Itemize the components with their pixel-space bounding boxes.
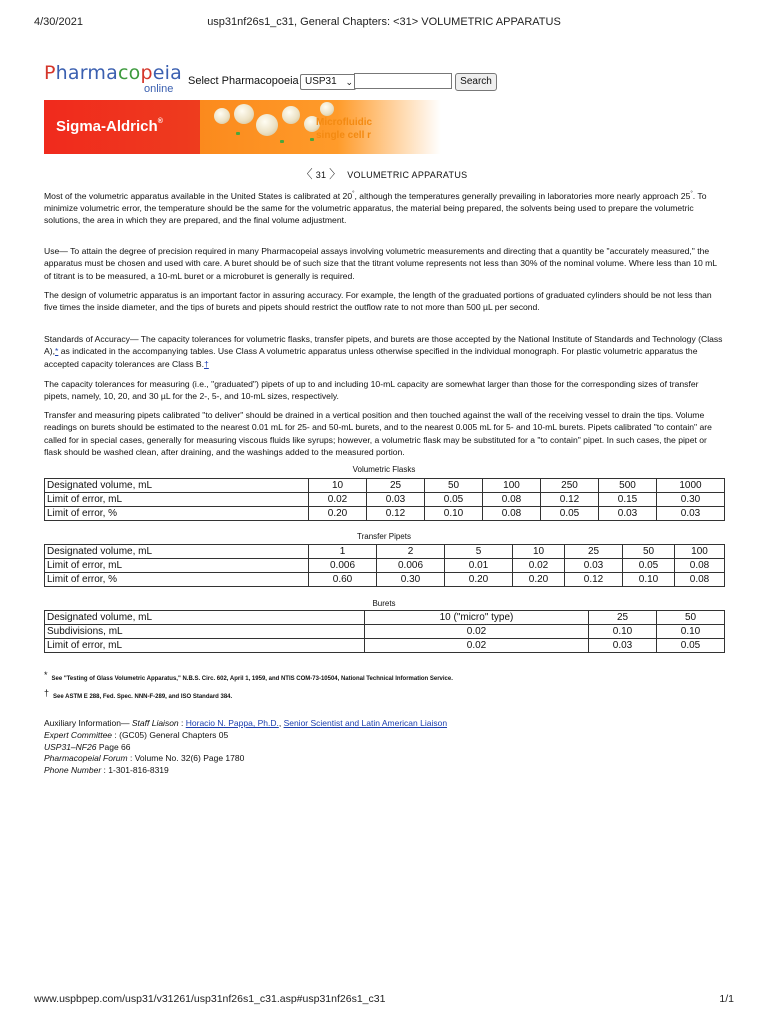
intro-text: , although the temperatures generally prevailing in laboratories more nearly approach 25 bbox=[354, 190, 691, 201]
forum-value: : Volume No. 32(6) Page 1780 bbox=[127, 753, 245, 764]
table-cell: 10 ("micro" type) bbox=[365, 611, 589, 625]
bead-image bbox=[256, 114, 278, 136]
pharmacopoeia-select-value: USP31 bbox=[305, 76, 337, 87]
table-cell: 0.006 bbox=[377, 559, 445, 573]
print-title: usp31nf26s1_c31, General Chapters: <31> VOLUMETRIC APPARATUS bbox=[207, 16, 561, 28]
table-row-label: Limit of error, mL bbox=[45, 639, 365, 653]
aux-sep: : bbox=[178, 718, 186, 728]
table-cell: 2 bbox=[377, 545, 445, 559]
chapter-name: VOLUMETRIC APPARATUS bbox=[347, 170, 468, 180]
footnote-1 bbox=[44, 670, 724, 682]
table-row-label: Limit of error, mL bbox=[45, 559, 309, 573]
logo-online-label: online bbox=[144, 83, 174, 95]
bead-dot bbox=[280, 140, 284, 143]
table-cell: 0.08 bbox=[675, 559, 725, 573]
table-cell: 25 bbox=[367, 479, 425, 493]
banner-brand-logo bbox=[56, 118, 163, 135]
capacity-paragraph: The capacity tolerances for measuring (i.e., "graduated") pipets of up to and including 10-mL capacity are somewhat larger than those for the corresponding sizes of transfer pipets, namely, 10, 20, and 30 µL for the 2-, 5-, and 10-mL sizes, respectively. bbox=[44, 379, 699, 402]
table-cell: 0.30 bbox=[657, 493, 725, 507]
table-row-label: Limit of error, % bbox=[45, 507, 309, 521]
table-cell: 0.20 bbox=[445, 573, 513, 587]
table-cell: 500 bbox=[599, 479, 657, 493]
table-cell: 0.02 bbox=[309, 493, 367, 507]
transfer-pipets-table bbox=[44, 544, 725, 587]
degree-mark: ° bbox=[690, 191, 693, 197]
transfer-paragraph: Transfer and measuring pipets calibrated "to deliver" should be drained in a vertical position and then touched against the wall of the receiving vessel to drain the tips. Volume readings on burets should be estimated to the nearest 0.01 mL for 25- and 50-mL burets, and to the nearest 0.005 mL for 5- and 10-mL burets. Pipets calibrated "to contain" are called for in special cases, generally for measuring viscous fluids like syrups; however, a volumetric flask may be substituted for a "to contain" pipet. In such cases, the pipet or flask should be washed clean, after draining, and the washings added to the measured portion. bbox=[44, 410, 712, 457]
top-bar bbox=[44, 62, 564, 96]
staff-title-link[interactable]: Senior Scientist and Latin American Liaison bbox=[283, 718, 448, 728]
chevron-down-icon: ⌄ bbox=[345, 77, 353, 87]
table-cell: 0.10 bbox=[589, 625, 657, 639]
standards-paragraph bbox=[44, 333, 724, 370]
table-row-label: Limit of error, mL bbox=[45, 493, 309, 507]
banner-headline-line: single cell r bbox=[316, 130, 372, 141]
bead-image bbox=[234, 104, 254, 124]
auxiliary-information bbox=[44, 718, 724, 777]
table-row-label: Limit of error, % bbox=[45, 573, 309, 587]
table-cell: 25 bbox=[565, 545, 623, 559]
aux-staff-line bbox=[44, 718, 724, 730]
table-cell: 0.02 bbox=[513, 559, 565, 573]
table-header-row bbox=[45, 479, 725, 493]
footnote-1-mark: * bbox=[44, 670, 48, 680]
table-cell: 0.03 bbox=[599, 507, 657, 521]
table-cell: 0.08 bbox=[675, 573, 725, 587]
staff-name-link[interactable]: Horacio N. Pappa, Ph.D. bbox=[185, 718, 279, 728]
design-paragraph: The design of volumetric apparatus is an important factor in assuring accuracy. For example, the length of the graduated portions of graduated cylinders should be not less than five times the inside diameter, and the tips of burets and pipets should restrict the outflow rate to not more than 500 µL per second. bbox=[44, 290, 712, 313]
table-cell: 50 bbox=[623, 545, 675, 559]
table-cell: 0.05 bbox=[657, 639, 725, 653]
logo-part: p bbox=[140, 62, 153, 84]
intro-paragraph bbox=[44, 188, 724, 227]
table-cell: 0.12 bbox=[541, 493, 599, 507]
table-row bbox=[45, 493, 725, 507]
table-cell: 0.12 bbox=[367, 507, 425, 521]
table-cell: 0.08 bbox=[483, 507, 541, 521]
table-caption-transfer-pipets: Transfer Pipets bbox=[357, 532, 411, 541]
footnote-2 bbox=[44, 688, 724, 700]
pharmacopoeia-select[interactable] bbox=[300, 74, 356, 90]
intro-text: Most of the volumetric apparatus available in the United States is calibrated at 20 bbox=[44, 190, 353, 201]
table-cell: 50 bbox=[425, 479, 483, 493]
print-date: 4/30/2021 bbox=[34, 16, 83, 28]
table-cell: 0.20 bbox=[513, 573, 565, 587]
table-cell: 0.15 bbox=[599, 493, 657, 507]
logo-part: harma bbox=[55, 62, 118, 84]
table-cell: 0.10 bbox=[425, 507, 483, 521]
table-cell: 0.60 bbox=[309, 573, 377, 587]
table-row bbox=[45, 507, 725, 521]
table-cell: 0.03 bbox=[565, 559, 623, 573]
standards-text: Standards of Accuracy— The capacity tolerances for volumetric flasks, transfer pipets, and burets are those accepted by the National Institute of Standards and Technology (Class A), bbox=[44, 334, 723, 357]
table-row-label: Designated volume, mL bbox=[45, 545, 309, 559]
footnote-ref-1[interactable]: * bbox=[54, 346, 59, 357]
usp-label: USP31–NF26 bbox=[44, 741, 97, 752]
table-caption-volumetric-flasks: Volumetric Flasks bbox=[352, 465, 416, 474]
banner-brand-panel bbox=[44, 100, 200, 154]
table-row-label: Subdivisions, mL bbox=[45, 625, 365, 639]
banner-brand-reg: ® bbox=[157, 118, 163, 125]
footnote-ref-2[interactable]: † bbox=[204, 358, 209, 369]
table-cell: 0.05 bbox=[623, 559, 675, 573]
degree-mark: ° bbox=[352, 191, 355, 197]
table-cell: 0.20 bbox=[309, 507, 367, 521]
table-cell: 0.10 bbox=[623, 573, 675, 587]
table-cell: 0.08 bbox=[483, 493, 541, 507]
table-cell: 25 bbox=[589, 611, 657, 625]
aux-usp-line bbox=[44, 742, 724, 754]
banner-headline-line: Microfluidic bbox=[316, 117, 373, 128]
select-pharmacopoeia-label: Select Pharmacopoeia bbox=[188, 75, 299, 87]
table-caption-burets: Burets bbox=[372, 599, 396, 608]
table-cell: 250 bbox=[541, 479, 599, 493]
print-header bbox=[34, 16, 734, 30]
staff-liaison-label: Staff Liaison bbox=[131, 718, 179, 728]
table-cell: 100 bbox=[675, 545, 725, 559]
use-paragraph: Use— To attain the degree of precision required in many Pharmacopeial assays involving volumetric measurements and directing that a quantity be "accurately measured," the apparatus must be chosen and used with care. A buret should be of such size that the titrant volume represents not less than 30% of the nominal volume. Where less than 10 mL of titrant is to be measured, a 10-mL buret or a microburet is generally is required. bbox=[44, 246, 717, 281]
aux-expert-line bbox=[44, 730, 724, 742]
aux-phone-line bbox=[44, 765, 724, 777]
table-header-row bbox=[45, 611, 725, 625]
expert-committee-label: Expert Committee bbox=[44, 729, 113, 740]
table-cell: 0.03 bbox=[657, 507, 725, 521]
logo-part: co bbox=[118, 62, 141, 84]
table-row-label: Designated volume, mL bbox=[45, 479, 309, 493]
print-footer bbox=[34, 993, 734, 1007]
table-cell: 0.05 bbox=[425, 493, 483, 507]
table-row bbox=[45, 639, 725, 653]
pharmacopeia-logo[interactable] bbox=[44, 62, 180, 96]
banner-headline bbox=[316, 116, 372, 142]
bead-image bbox=[214, 108, 230, 124]
bead-image bbox=[320, 102, 334, 116]
expert-committee-value: : (GC05) General Chapters 05 bbox=[112, 729, 229, 740]
table-header-row bbox=[45, 545, 725, 559]
table-cell: 1000 bbox=[657, 479, 725, 493]
aux-label: Auxiliary Information— bbox=[44, 718, 132, 728]
bead-image bbox=[282, 106, 300, 124]
table-cell: 0.01 bbox=[445, 559, 513, 573]
banner-image-panel bbox=[200, 100, 544, 154]
table-cell: 0.30 bbox=[377, 573, 445, 587]
table-cell: 1 bbox=[309, 545, 377, 559]
table-cell: 0.006 bbox=[309, 559, 377, 573]
intro-text: . To minimize volumetric error, the temperature should be the same for the volumetric apparatus, the material being prepared, the solvents being used to prepare the volumetric solutions, the area in which they are prepared, and the final volume adjustment. bbox=[44, 190, 707, 226]
logo-letter-p: P bbox=[44, 62, 56, 84]
burets-table bbox=[44, 610, 725, 653]
table-cell: 10 bbox=[309, 479, 367, 493]
table-cell: 0.10 bbox=[657, 625, 725, 639]
table-cell: 5 bbox=[445, 545, 513, 559]
chapter-title bbox=[0, 165, 768, 182]
phone-label: Phone Number bbox=[44, 765, 102, 776]
search-input[interactable] bbox=[354, 73, 452, 89]
phone-value: : 1-301-816-8319 bbox=[101, 765, 169, 776]
aux-sep: , bbox=[278, 718, 284, 728]
table-cell: 0.12 bbox=[565, 573, 623, 587]
table-cell: 50 bbox=[657, 611, 725, 625]
table-row bbox=[45, 573, 725, 587]
table-cell: 0.02 bbox=[365, 639, 589, 653]
forum-label: Pharmacopeial Forum bbox=[44, 753, 128, 764]
table-row-label: Designated volume, mL bbox=[45, 611, 365, 625]
table-cell: 0.03 bbox=[589, 639, 657, 653]
title-right-bracket: 〉 bbox=[329, 167, 342, 181]
footnote-1-text: See "Testing of Glass Volumetric Apparatus," N.B.S. Circ. 602, April 1, 1959, and NTIS COM-73-10504, National Technical Information Service. bbox=[51, 676, 453, 682]
bead-dot bbox=[236, 132, 240, 135]
sigma-aldrich-ad-banner[interactable] bbox=[44, 98, 544, 156]
print-page-number: 1/1 bbox=[719, 993, 734, 1005]
table-cell: 0.05 bbox=[541, 507, 599, 521]
print-url: www.uspbpep.com/usp31/v31261/usp31nf26s1_c31.asp#usp31nf26s1_c31 bbox=[34, 993, 386, 1005]
footnote-2-text: See ASTM E 288, Fed. Spec. NNN-F-289, and ISO Standard 384. bbox=[53, 694, 233, 700]
table-cell: 0.03 bbox=[367, 493, 425, 507]
title-left-bracket: 〈 bbox=[300, 167, 313, 181]
aux-forum-line bbox=[44, 753, 724, 765]
table-row bbox=[45, 559, 725, 573]
table-row bbox=[45, 625, 725, 639]
standards-text: as indicated in the accompanying tables. Use Class A volumetric apparatus unless otherwise specified in the individual monograph. For plastic volumetric apparatus the accepted capacity tolerances are Class B. bbox=[44, 346, 698, 369]
chapter-number: 31 bbox=[315, 170, 327, 180]
banner-brand-text: Sigma-Aldrich bbox=[56, 118, 158, 135]
search-button[interactable]: Search bbox=[455, 73, 497, 91]
table-cell: 0.02 bbox=[365, 625, 589, 639]
usp-value: Page 66 bbox=[96, 741, 131, 752]
bead-dot bbox=[310, 138, 314, 141]
table-cell: 100 bbox=[483, 479, 541, 493]
volumetric-flasks-table bbox=[44, 478, 725, 521]
footnote-2-mark: † bbox=[44, 688, 50, 698]
table-cell: 10 bbox=[513, 545, 565, 559]
logo-part: eia bbox=[152, 62, 182, 84]
